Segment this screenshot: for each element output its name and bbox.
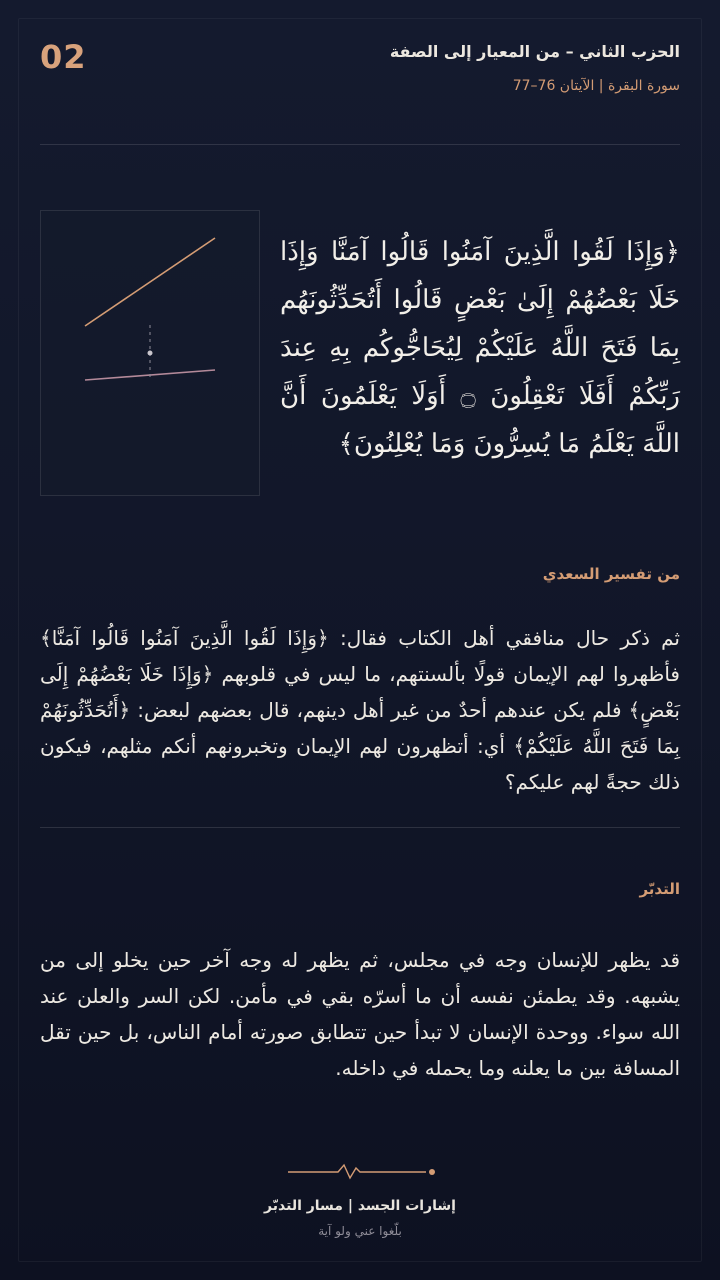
footer <box>0 1160 720 1238</box>
part-number: 02 <box>40 38 87 76</box>
footer-subtitle: بلّغوا عني ولو آية <box>318 1224 402 1238</box>
diverging-lines-icon <box>41 211 259 495</box>
part-title: الحزب الثاني – من المعيار إلى الصفة <box>389 42 680 61</box>
verse-section <box>40 210 680 498</box>
quran-verse: ﴿وَإِذَا لَقُوا الَّذِينَ آمَنُوا قَالُوا آمَنَّا وَإِذَا خَلَا بَعْضُهُمْ إِلَىٰ بَعْضٍ قَالُوا أَتُحَدِّثُونَهُم بِمَا فَتَحَ اللَّهُ عَلَيْكُمْ لِيُحَاجُّوكُم بِهِ عِندَ رَبِّكُمْ أَفَلَا تَعْقِلُونَ ۝ أَوَلَا يَعْلَمُونَ أَنَّ اللَّهَ يَعْلَمُ مَا يُسِرُّونَ وَمَا يُعْلِنُونَ﴾ <box>280 237 680 459</box>
reflection-text: قد يظهر للإنسان وجه في مجلس، ثم يظهر له وجه آخر حين يخلو إلى من يشبهه. وقد يطمئن نفسه أن ما أسرّه بقي في مأمن. لكن السر والعلن عند الله سواء. ووحدة الإنسان لا تبدأ حين تتطابق صورته أمام الناس، بل حين تقل المسافة بين ما يعلنه وما يحمله في داخله. <box>40 948 680 1080</box>
diverging-lines-illustration <box>40 210 260 496</box>
upper-line <box>85 238 215 326</box>
section-divider <box>40 827 680 828</box>
footer-title: إشارات الجسد | مسار التدبّر <box>264 1198 456 1214</box>
tafsir-label: من تفسير السعدي <box>542 565 680 583</box>
reflection-label: التدبّر <box>639 880 680 898</box>
header <box>40 38 680 108</box>
gap-dot <box>148 351 153 356</box>
header-divider <box>40 144 680 145</box>
surah-reference: سورة البقرة | الآيتان 76–77 <box>512 78 680 94</box>
tafsir-text: ثم ذكر حال منافقي أهل الكتاب فقال: ﴿وَإِذَا لَقُوا الَّذِينَ آمَنُوا قَالُوا آمَنَّا﴾ فأظهروا لهم الإيمان قولًا بألسنتهم، ما ليس في قلوبهم ﴿وَإِذَا خَلَا بَعْضُهُمْ إِلَى بَعْضٍ﴾ فلم يكن عندهم أحدٌ من غير أهل دينهم، قال بعضهم لبعض: ﴿أَتُحَدِّثُونَهُمْ بِمَا فَتَحَ اللَّهُ عَلَيْكُمْ﴾ أي: أتظهرون لهم الإيمان وتخبرونهم أنكم مثلهم، فيكون ذلك حجةً لهم عليكم؟ <box>40 626 680 794</box>
heartbeat-icon <box>280 1160 440 1182</box>
